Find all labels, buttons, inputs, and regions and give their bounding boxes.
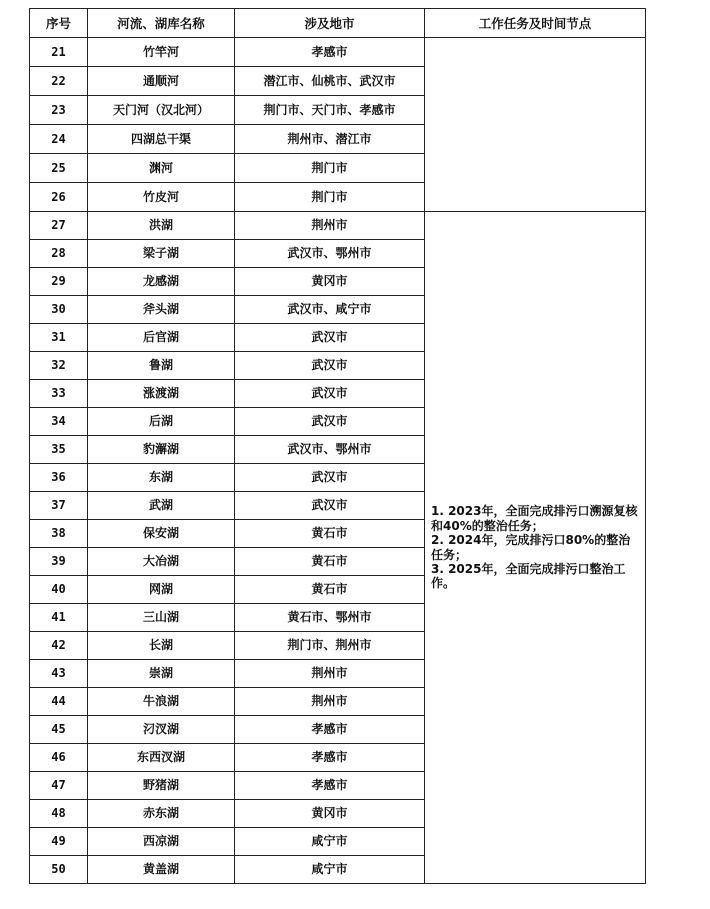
header-task: 工作任务及时间节点 (425, 9, 646, 38)
row-index: 44 (30, 688, 88, 716)
row-index: 32 (30, 352, 88, 380)
task-cell (425, 212, 646, 884)
row-index: 40 (30, 576, 88, 604)
row-name: 保安湖 (88, 520, 235, 548)
row-index: 29 (30, 268, 88, 296)
row-name: 四湖总干渠 (88, 125, 235, 154)
row-name: 大冶湖 (88, 548, 235, 576)
header-index: 序号 (30, 9, 88, 38)
row-index: 25 (30, 154, 88, 183)
row-index: 35 (30, 436, 88, 464)
row-city: 咸宁市 (235, 856, 425, 884)
row-name: 赤东湖 (88, 800, 235, 828)
row-city: 荆门市、荆州市 (235, 632, 425, 660)
task-line-2025: 3. 2025年，全面完成排污口整治工作。 (431, 561, 626, 591)
row-index: 26 (30, 183, 88, 212)
row-name: 天门河（汉北河） (88, 96, 235, 125)
row-name: 崇湖 (88, 660, 235, 688)
row-city: 荆门市 (235, 154, 425, 183)
row-name: 三山湖 (88, 604, 235, 632)
row-name: 后官湖 (88, 324, 235, 352)
row-index: 30 (30, 296, 88, 324)
row-name: 网湖 (88, 576, 235, 604)
row-city: 武汉市 (235, 352, 425, 380)
row-city: 黄石市 (235, 548, 425, 576)
row-index: 31 (30, 324, 88, 352)
row-city: 武汉市、鄂州市 (235, 436, 425, 464)
row-index: 46 (30, 744, 88, 772)
row-index: 27 (30, 212, 88, 240)
row-city: 孝感市 (235, 716, 425, 744)
row-city: 黄石市、鄂州市 (235, 604, 425, 632)
row-city: 荆门市 (235, 183, 425, 212)
row-index: 49 (30, 828, 88, 856)
row-name: 野猪湖 (88, 772, 235, 800)
table-header-row (30, 9, 646, 38)
row-city: 荆州市、潜江市 (235, 125, 425, 154)
row-city: 黄冈市 (235, 800, 425, 828)
row-city: 孝感市 (235, 772, 425, 800)
row-city: 荆州市 (235, 688, 425, 716)
row-name: 黄盖湖 (88, 856, 235, 884)
row-name: 通顺河 (88, 67, 235, 96)
row-city: 潜江市、仙桃市、武汉市 (235, 67, 425, 96)
row-name: 鲁湖 (88, 352, 235, 380)
river-lake-table (29, 8, 646, 884)
row-name: 洪湖 (88, 212, 235, 240)
row-city: 武汉市 (235, 464, 425, 492)
row-name: 东湖 (88, 464, 235, 492)
header-city: 涉及地市 (235, 9, 425, 38)
row-city: 咸宁市 (235, 828, 425, 856)
row-name: 龙感湖 (88, 268, 235, 296)
row-index: 36 (30, 464, 88, 492)
row-city: 武汉市 (235, 380, 425, 408)
row-index: 28 (30, 240, 88, 268)
table-row (30, 212, 646, 240)
row-index: 33 (30, 380, 88, 408)
task-line-2024: 2. 2024年，完成排污口80%的整治任务； (431, 533, 631, 562)
row-name: 汈汊湖 (88, 716, 235, 744)
row-index: 21 (30, 38, 88, 67)
row-name: 斧头湖 (88, 296, 235, 324)
row-name: 梁子湖 (88, 240, 235, 268)
row-index: 22 (30, 67, 88, 96)
row-city: 武汉市 (235, 324, 425, 352)
row-index: 34 (30, 408, 88, 436)
row-city: 武汉市、咸宁市 (235, 296, 425, 324)
row-city: 黄石市 (235, 576, 425, 604)
row-name: 后湖 (88, 408, 235, 436)
row-index: 37 (30, 492, 88, 520)
row-name: 竹皮河 (88, 183, 235, 212)
row-index: 42 (30, 632, 88, 660)
table-row (30, 38, 646, 67)
task-line-2023: 1. 2023年，全面完成排污口溯源复核和40%的整治任务； (431, 504, 638, 533)
task-cell-empty (425, 38, 646, 212)
row-city: 武汉市 (235, 492, 425, 520)
row-city: 黄冈市 (235, 268, 425, 296)
row-index: 23 (30, 96, 88, 125)
header-name: 河流、湖库名称 (88, 9, 235, 38)
row-index: 47 (30, 772, 88, 800)
row-city: 荆门市、天门市、孝感市 (235, 96, 425, 125)
row-city: 武汉市、鄂州市 (235, 240, 425, 268)
row-city: 孝感市 (235, 744, 425, 772)
row-index: 41 (30, 604, 88, 632)
row-name: 西凉湖 (88, 828, 235, 856)
row-index: 48 (30, 800, 88, 828)
row-name: 竹竿河 (88, 38, 235, 67)
row-index: 38 (30, 520, 88, 548)
row-index: 50 (30, 856, 88, 884)
row-city: 荆州市 (235, 660, 425, 688)
row-city: 黄石市 (235, 520, 425, 548)
row-name: 渊河 (88, 154, 235, 183)
row-city: 武汉市 (235, 408, 425, 436)
row-city: 孝感市 (235, 38, 425, 67)
row-name: 涨渡湖 (88, 380, 235, 408)
row-name: 牛浪湖 (88, 688, 235, 716)
row-name: 东西汊湖 (88, 744, 235, 772)
row-index: 43 (30, 660, 88, 688)
row-name: 豹澥湖 (88, 436, 235, 464)
row-name: 长湖 (88, 632, 235, 660)
row-index: 24 (30, 125, 88, 154)
row-name: 武湖 (88, 492, 235, 520)
row-city: 荆州市 (235, 212, 425, 240)
row-index: 45 (30, 716, 88, 744)
row-index: 39 (30, 548, 88, 576)
